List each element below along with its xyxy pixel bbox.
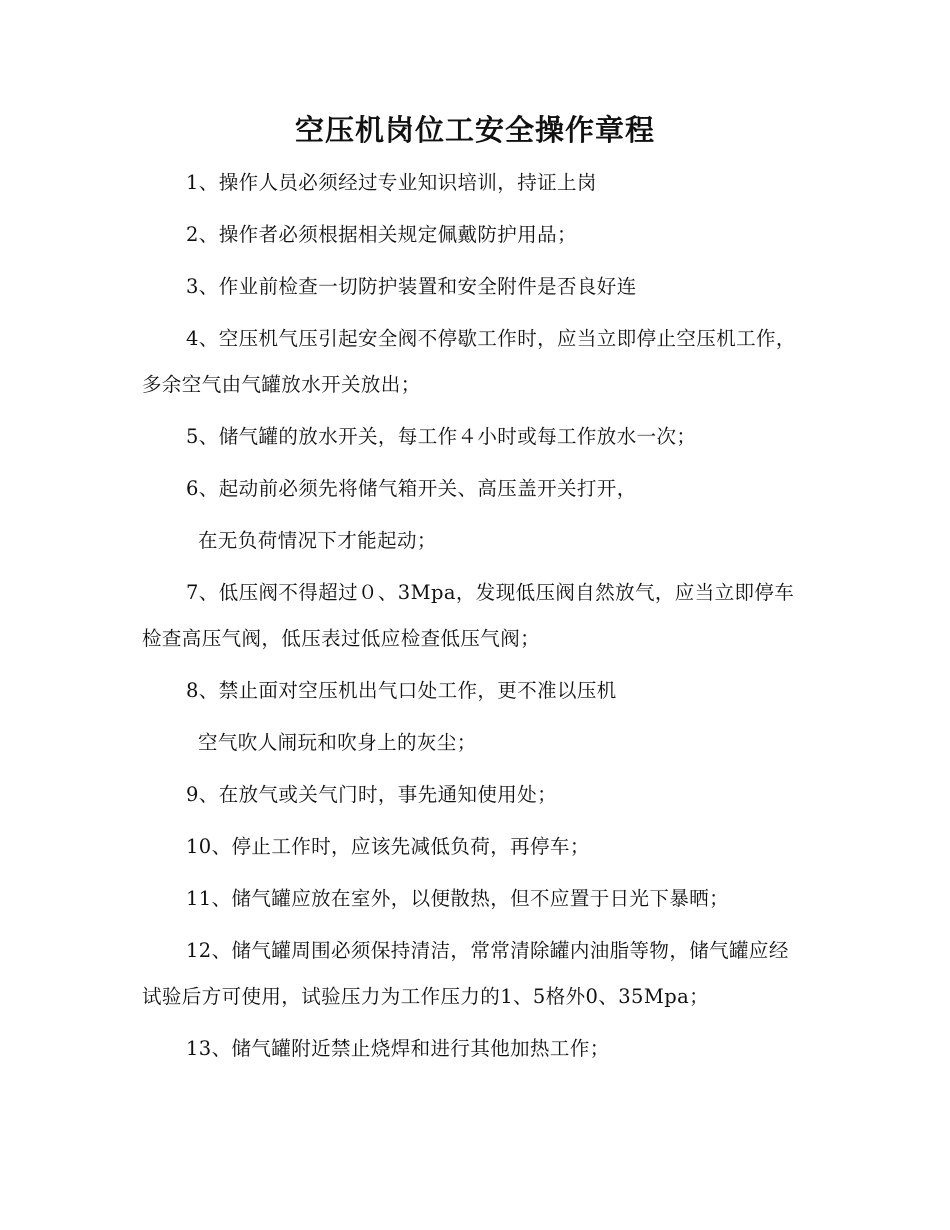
paragraph-2: 2、操作者必须根据相关规定佩戴防护用品； (186, 223, 577, 246)
paragraph-6: 6、起动前必须先将储气箱开关、高压盖开关打开， (186, 477, 637, 500)
paragraph-7: 7、低压阀不得超过０、3Mpa，发现低压阀自然放气，应当立即停车检查高压气阀，低压表过低应检查低压气阀； (142, 581, 795, 650)
paragraph-11: 11、储气罐应放在室外，以便散热，但不应置于日光下暴晒； (186, 887, 730, 910)
paragraph-3: 3、作业前检查一切防护装置和安全附件是否良好连 (186, 275, 637, 298)
paragraph-4: 4、空压机气压引起安全阀不停歇工作时，应当立即停止空压机工作，多余空气由气罐放水开关放出； (142, 327, 796, 396)
paragraph-9: 9、在放气或关气门时，事先通知使用处； (186, 783, 558, 806)
document-body (142, 166, 808, 1084)
paragraph-8: 8、禁止面对空压机出气口处工作，更不准以压机 (186, 679, 617, 702)
paragraph-1: 1、操作人员必须经过专业知识培训，持证上岗 (186, 171, 597, 194)
paragraph-12: 12、储气罐周围必须保持清洁，常常清除罐内油脂等物，储气罐应经试验后方可使用，试验压力为工作压力的1、5格外0、35Mpa； (142, 939, 789, 1008)
paragraph-13: 13、储气罐附近禁止烧焊和进行其他加热工作； (186, 1037, 610, 1060)
document-title: 空压机岗位工安全操作章程 (294, 113, 655, 147)
paragraph-5: 5、储气罐的放水开关，每工作４小时或每工作放水一次； (186, 425, 697, 448)
paragraph-6-continuation: 在无负荷情况下才能起动； (198, 529, 437, 552)
paragraph-8-continuation: 空气吹人闹玩和吹身上的灰尘； (198, 731, 477, 754)
paragraph-10: 10、停止工作时，应该先减低负荷，再停车； (186, 835, 590, 858)
